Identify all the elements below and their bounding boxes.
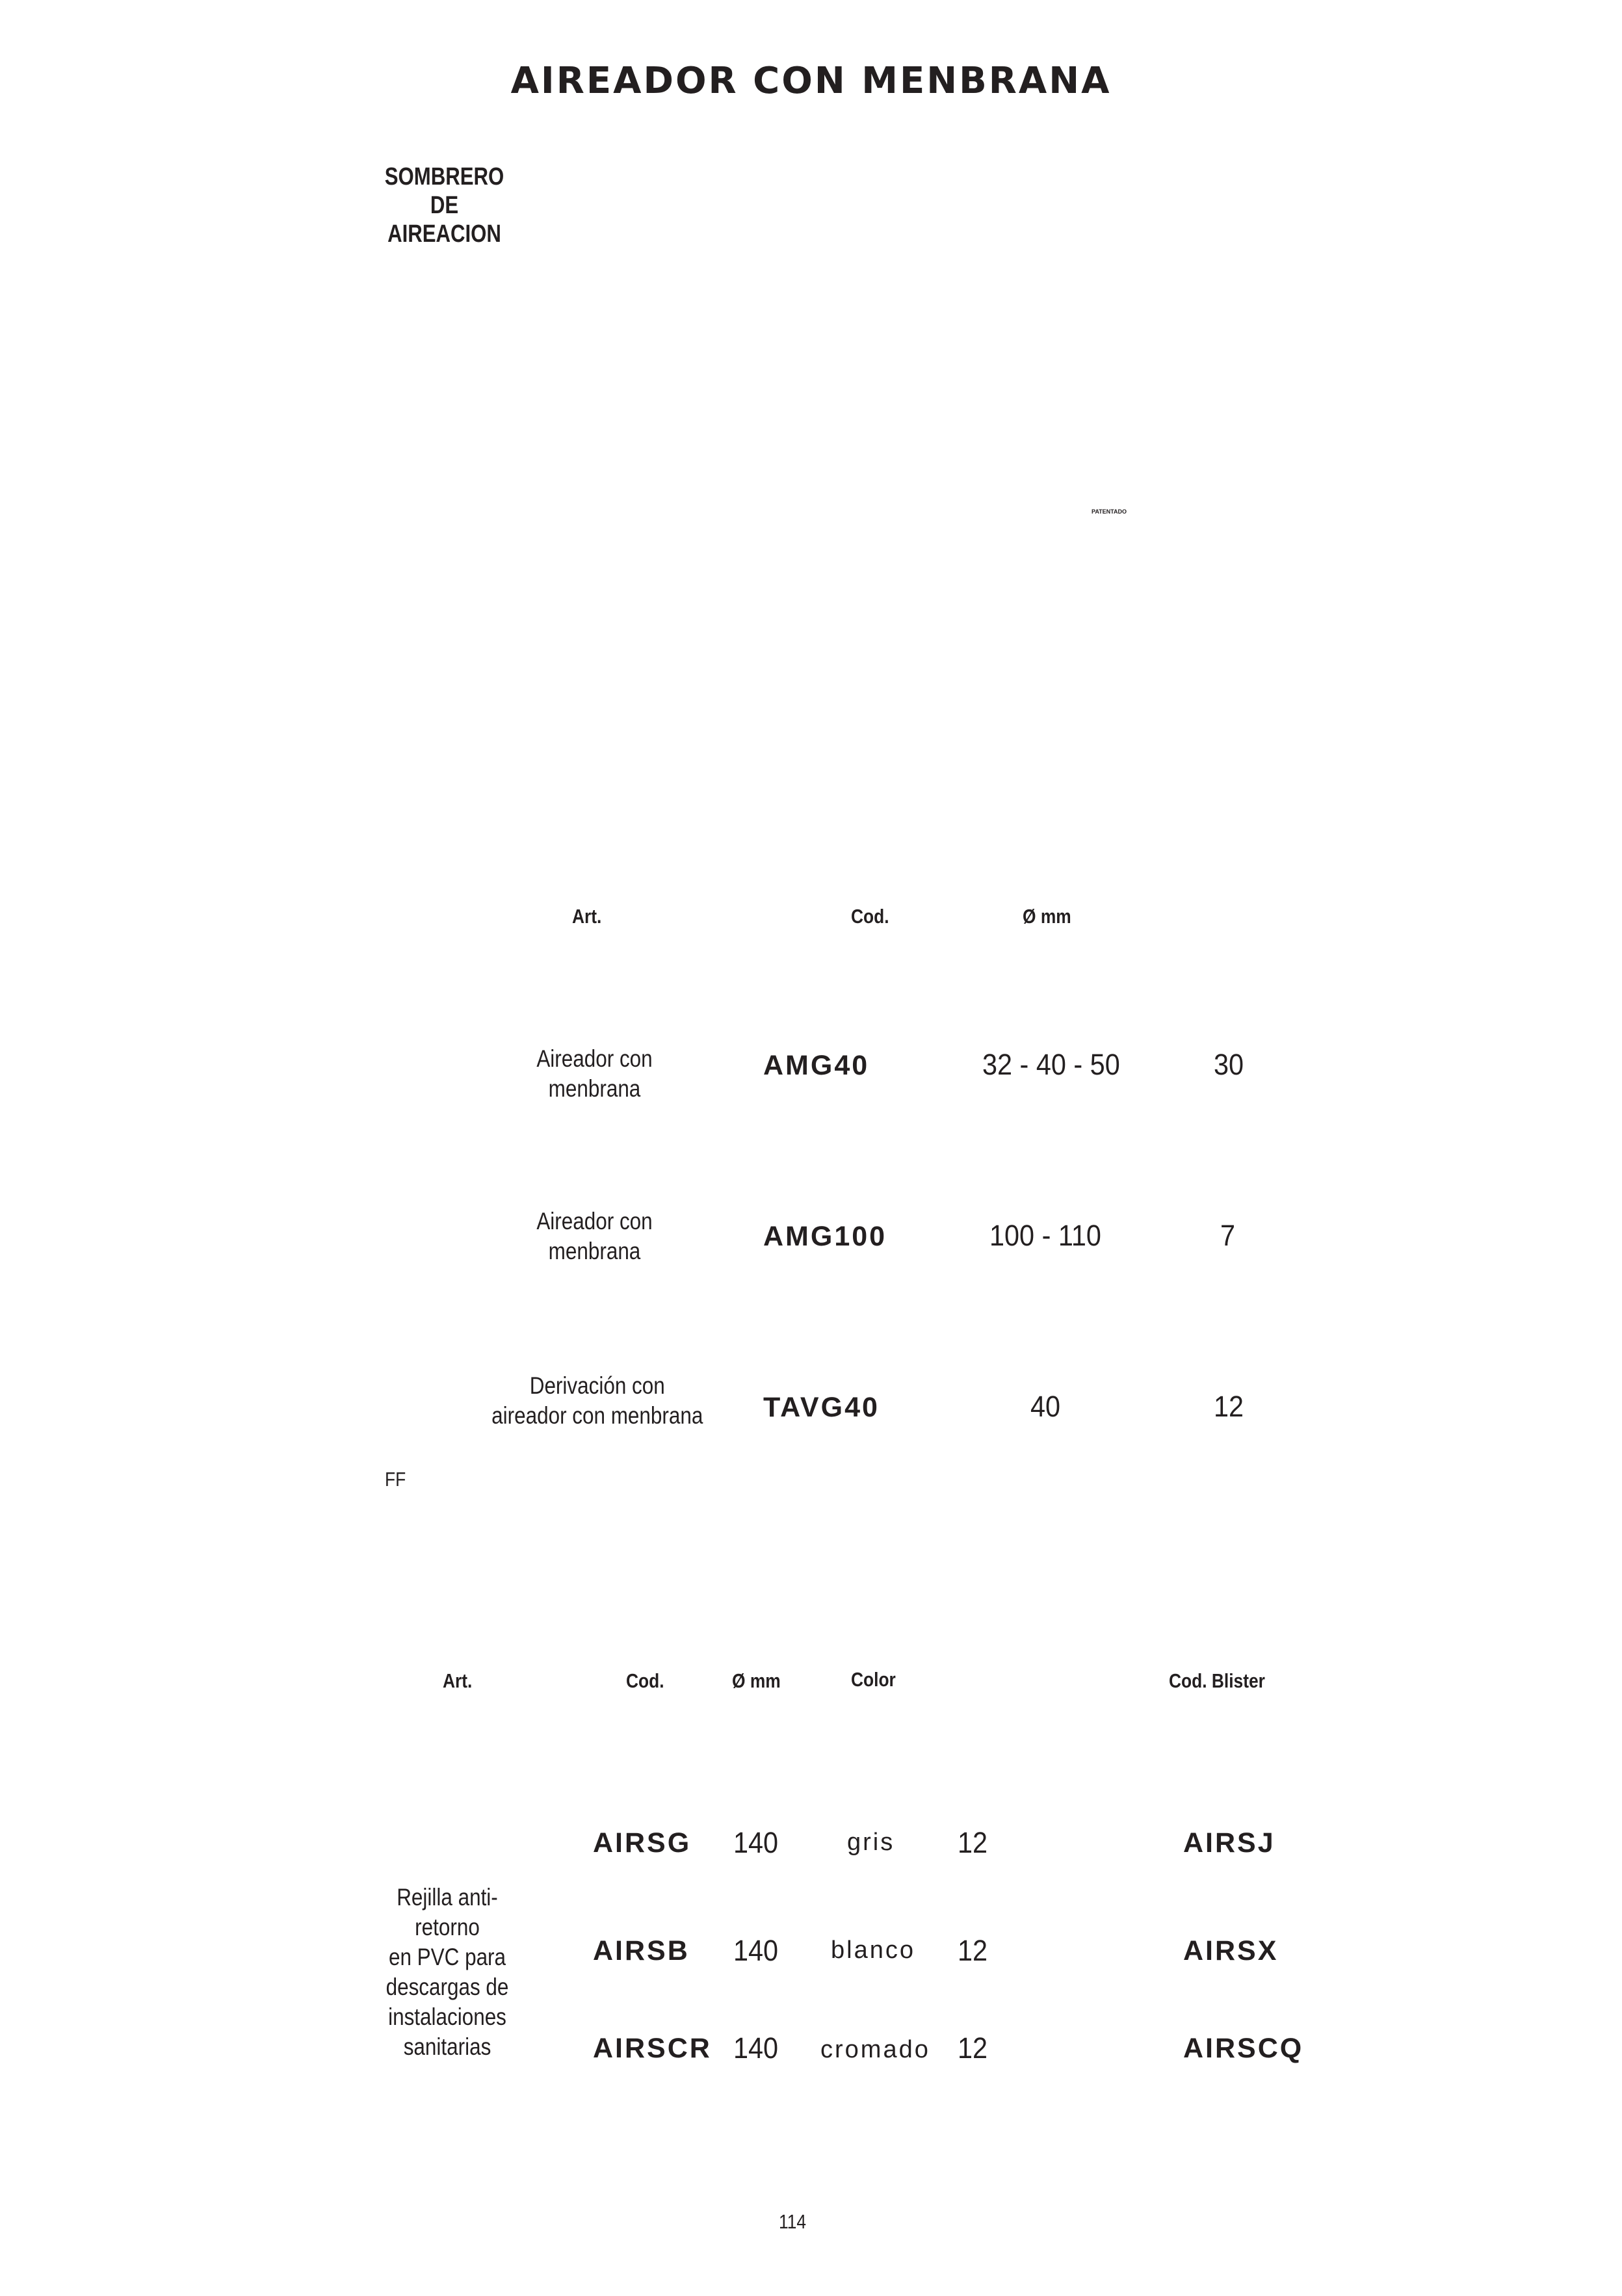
table2-row2-cod: AIRSB — [593, 1935, 690, 1966]
table1-row3-art — [490, 1371, 705, 1431]
sombrero-label — [378, 163, 511, 248]
table1-row1-diam: 32 - 40 - 50 — [982, 1048, 1120, 1081]
table1-row3-art-line-2: aireador con menbrana — [491, 1402, 703, 1429]
table2-header-blister: Cod. Blister — [1169, 1669, 1265, 1692]
table2-art-description — [370, 1883, 525, 2062]
table2-art-line-1: Rejilla anti-retorno — [397, 1884, 498, 1940]
table2-row2-diam: 140 — [733, 1934, 779, 1967]
table1-header-art: Art. — [572, 905, 602, 928]
table1-row1-art-line-1: Aireador con menbrana — [536, 1045, 653, 1102]
table2-row1-cod: AIRSG — [593, 1827, 692, 1859]
table2-art-line-4: instalaciones — [388, 2003, 506, 2030]
patent-text: PATENTADO — [1092, 508, 1127, 515]
table2-art-line-3: descargas de — [386, 1974, 509, 2000]
table1-row2-art — [490, 1207, 700, 1266]
table1-row2-art-line-1: Aireador con menbrana — [536, 1208, 653, 1264]
table1-row1-qty: 30 — [1214, 1048, 1244, 1081]
table2-row3-blister: AIRSCQ — [1183, 2033, 1304, 2064]
page-number: 114 — [779, 2210, 807, 2233]
table2-row2-blister: AIRSX — [1183, 1935, 1279, 1966]
page-title: AIREADOR CON MENBRANA — [510, 60, 1112, 102]
table2-row3-qty: 12 — [958, 2031, 988, 2065]
table2-row1-blister: AIRSJ — [1183, 1827, 1275, 1859]
table2-row1-qty: 12 — [958, 1826, 988, 1859]
table1-row3-qty: 12 — [1214, 1390, 1244, 1423]
table1-row3-diam: 40 — [1030, 1390, 1061, 1423]
sombrero-label-line-1: SOMBRERO DE — [384, 163, 504, 219]
table1-row2-diam: 100 - 110 — [989, 1219, 1101, 1252]
table1-row2-qty: 7 — [1220, 1219, 1236, 1252]
table2-row2-qty: 12 — [958, 1934, 988, 1967]
table1-row3-art-line-1: Derivación con — [529, 1372, 665, 1399]
table1-header-diam: Ø mm — [1023, 905, 1071, 928]
table1-row3-cod: TAVG40 — [763, 1392, 880, 1423]
table2-header-art: Art. — [443, 1669, 473, 1692]
table2-row3-cod: AIRSCR — [593, 2033, 712, 2064]
table2-row3-diam: 140 — [733, 2031, 779, 2065]
table2-row2-color: blanco — [831, 1937, 915, 1964]
table1-row1-art — [490, 1044, 700, 1104]
table2-header-cod: Cod. — [626, 1669, 664, 1692]
table2-header-color: Color — [851, 1668, 896, 1691]
table1-row1-cod: AMG40 — [763, 1050, 870, 1081]
table2-row1-diam: 140 — [733, 1826, 779, 1859]
table2-row3-color: cromado — [820, 2036, 930, 2063]
table2-art-line-5: sanitarias — [403, 2033, 491, 2060]
table2-row1-color: gris — [847, 1829, 895, 1856]
table2-art-line-2: en PVC para — [388, 1944, 506, 1970]
ff-label: FF — [385, 1468, 406, 1491]
table2-header-diam: Ø mm — [732, 1669, 781, 1692]
table1-row2-cod: AMG100 — [763, 1221, 887, 1252]
table1-header-cod: Cod. — [851, 905, 889, 928]
sombrero-label-line-2: AIREACION — [387, 220, 501, 248]
